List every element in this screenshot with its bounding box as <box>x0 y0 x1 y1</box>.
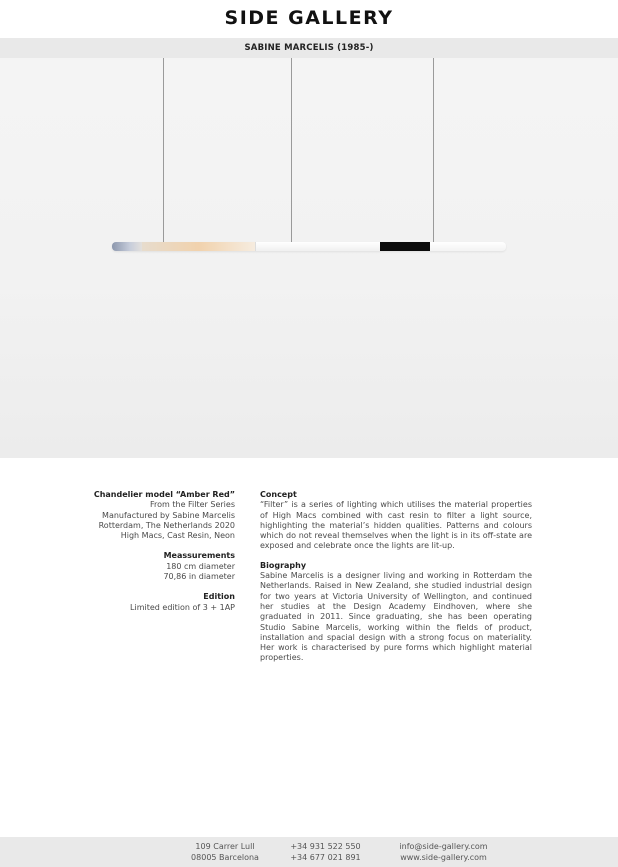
product-photo <box>0 58 618 458</box>
suspension-wire-left <box>163 58 164 244</box>
footer-phones <box>278 841 373 863</box>
phone-primary[interactable]: +34 931 522 550 <box>290 842 361 851</box>
biography-title: Biography <box>260 560 307 570</box>
email-link[interactable]: info@side-gallery.com <box>399 842 488 851</box>
concept-title: Concept <box>260 490 297 499</box>
concept-body: “Filter” is a series of lighting which utilises the material properties of High Macs combined with cast resin to filter a light source, highlighting the material’s hidden qualities. Patterns and colours which do not reveal themselves when the light is in its off-state are exposed and celebrate once the lights are lit-up. <box>260 500 532 551</box>
biography-body: Sabine Marcelis is a designer living and working in Rotterdam the Netherlands. Raised in New Zealand, she studied industrial design for two years at Victoria University of Wellington, and continued her studies at the Design Academy Eindhoven, where she graduated in 2011. Since graduating, she has been operating Studio Sabine Marcelis, working within the fields of product, installation and spacial design with a strong focus on materiality. Her work is characterised by pure forms which highlight material properties. <box>260 571 532 663</box>
footer-bar <box>0 837 618 867</box>
gallery-logo: SIDE GALLERY <box>224 7 394 29</box>
artist-name-bar: SABINE MARCELIS (1985-) <box>0 38 618 58</box>
model-line: Manufactured by Sabine Marcelis <box>102 510 235 520</box>
website-link[interactable]: www.side-gallery.com <box>400 853 487 862</box>
suspension-wire-right <box>433 58 434 244</box>
address-city: 08005 Barcelona <box>191 853 259 862</box>
measurement-line: 180 cm diameter <box>166 561 235 571</box>
phone-secondary[interactable]: +34 677 021 891 <box>290 853 361 862</box>
description-text <box>260 490 532 664</box>
tube-segment-white-end <box>430 242 506 251</box>
chandelier-icon <box>112 242 506 251</box>
model-line: From the Filter Series <box>150 500 235 510</box>
measurement-line: 70,86 in diameter <box>163 572 235 582</box>
tube-segment-black <box>380 242 430 251</box>
suspension-wire-middle <box>291 58 292 244</box>
address-street: 109 Carrer Lull <box>195 842 255 851</box>
tube-segment-white <box>255 242 380 251</box>
footer-contact <box>386 841 501 863</box>
edition-line: Limited edition of 3 + 1AP <box>130 602 235 612</box>
model-title: Chandelier model “Amber Red” <box>93 490 235 499</box>
measurements-title: Meassurements <box>163 551 235 561</box>
product-details <box>60 490 235 613</box>
model-line: High Macs, Cast Resin, Neon <box>120 531 235 541</box>
tube-segment-blue <box>112 242 142 251</box>
edition-title: Edition <box>203 592 235 602</box>
tube-segment-amber <box>142 242 255 251</box>
model-line: Rotterdam, The Netherlands 2020 <box>98 520 235 530</box>
footer-address <box>170 841 280 863</box>
